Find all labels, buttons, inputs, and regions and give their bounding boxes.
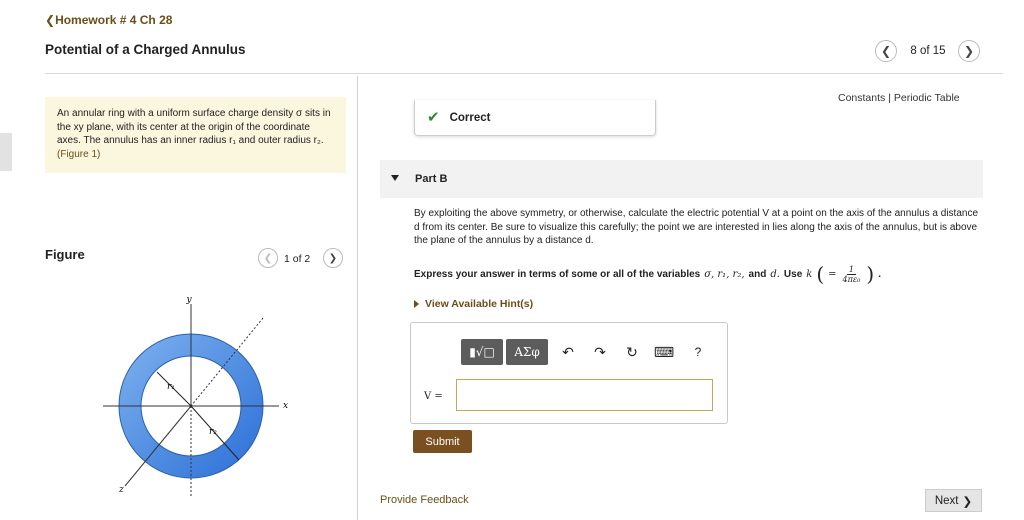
k-symbol: k (806, 268, 813, 280)
link-separator: | (888, 92, 891, 104)
chevron-right-icon: ❯ (328, 252, 338, 264)
back-link-label[interactable]: Homework # 4 Ch 28 (55, 13, 173, 27)
constants-link[interactable]: Constants (838, 92, 886, 104)
previous-item-button[interactable] (875, 40, 897, 62)
figure-heading: Figure (45, 247, 85, 262)
chevron-right-icon: ❯ (962, 495, 973, 508)
next-button[interactable] (925, 489, 982, 512)
chevron-left-icon: ❮ (880, 44, 892, 58)
next-label[interactable]: Next (934, 494, 959, 507)
annulus-figure (95, 290, 295, 500)
instructions-and: and (748, 268, 767, 280)
figure-counter: 1 of 2 (284, 253, 311, 265)
view-hints-label[interactable]: View Available Hint(s) (425, 298, 534, 310)
answer-input[interactable] (456, 379, 713, 411)
instructions-period: . (878, 268, 881, 280)
reference-links (838, 92, 960, 104)
r1-label: r₁ (167, 382, 175, 392)
open-paren: ( (816, 262, 825, 286)
instructions-use: Use (783, 268, 803, 280)
undo-icon[interactable]: ↶ (562, 343, 574, 360)
view-hints-link[interactable] (414, 298, 533, 310)
help-icon[interactable]: ? (694, 345, 702, 359)
figure-next-button[interactable] (323, 248, 343, 268)
caret-down-icon[interactable] (391, 175, 399, 181)
intro-text: An annular ring with a uniform surface charge density σ sits in the xy plane, with its center at the origin of the coordinate axes. The annulus has an inner radius r₁ and outer radius r₂. (57, 108, 331, 146)
keyboard-icon[interactable]: ⌨ (653, 343, 675, 360)
submit-button[interactable]: Submit (413, 430, 472, 453)
figure-link[interactable]: (Figure 1) (57, 148, 101, 160)
checkmark-icon: ✔ (427, 109, 440, 126)
k-fraction (843, 265, 861, 284)
x-label: x (283, 401, 289, 411)
symbols-button[interactable]: ΑΣφ (506, 339, 548, 365)
item-counter: 8 of 15 (910, 45, 946, 57)
next-item-button[interactable] (958, 40, 980, 62)
templates-button[interactable]: ▮√□ (461, 339, 503, 365)
problem-intro (45, 97, 346, 173)
part-label: Part B (415, 173, 448, 185)
instructions-prefix: Express your answer in terms of some or all of the variables (414, 268, 701, 280)
chevron-right-icon: ❯ (963, 44, 975, 58)
page-title: Potential of a Charged Annulus (45, 42, 246, 57)
periodic-table-link[interactable]: Periodic Table (893, 92, 960, 104)
figure-previous-button[interactable] (258, 248, 278, 268)
instructions-variables: σ, r₁, r₂, (704, 268, 745, 280)
fraction-numerator: 1 (848, 264, 854, 274)
answer-variable-label: V = (424, 391, 443, 402)
chevron-left-icon: ❮ (263, 252, 273, 264)
y-label: y (186, 295, 192, 305)
back-to-assignment-link[interactable]: ❮Homework # 4 Ch 28 (45, 13, 173, 27)
reset-icon[interactable]: ↻ (626, 343, 638, 360)
part-header[interactable] (380, 160, 983, 198)
provide-feedback-link[interactable]: Provide Feedback (380, 494, 469, 506)
equals-sign: = (828, 268, 837, 280)
side-tab (0, 133, 12, 171)
correct-label: Correct (449, 111, 491, 124)
answer-instructions (414, 264, 934, 284)
instructions-d: d. (770, 268, 780, 280)
fraction-denominator: 4πε₀ (842, 274, 861, 284)
correct-feedback (414, 100, 656, 136)
z-label: z (119, 485, 124, 495)
question-text: By exploiting the above symmetry, or otherwise, calculate the electric potential V at a point on the axis of the annulus a distance d from its center. Be sure to visualize this carefully; the point we are interested in lies along the axis of the annulus, but is above the plane of the annulus by a distance d. (414, 208, 979, 246)
close-paren: ) (866, 262, 875, 286)
caret-right-icon (414, 300, 419, 308)
header-divider (45, 73, 1003, 74)
panel-divider (357, 76, 358, 520)
redo-icon[interactable]: ↷ (594, 343, 606, 360)
r2-label: r₂ (209, 427, 217, 437)
